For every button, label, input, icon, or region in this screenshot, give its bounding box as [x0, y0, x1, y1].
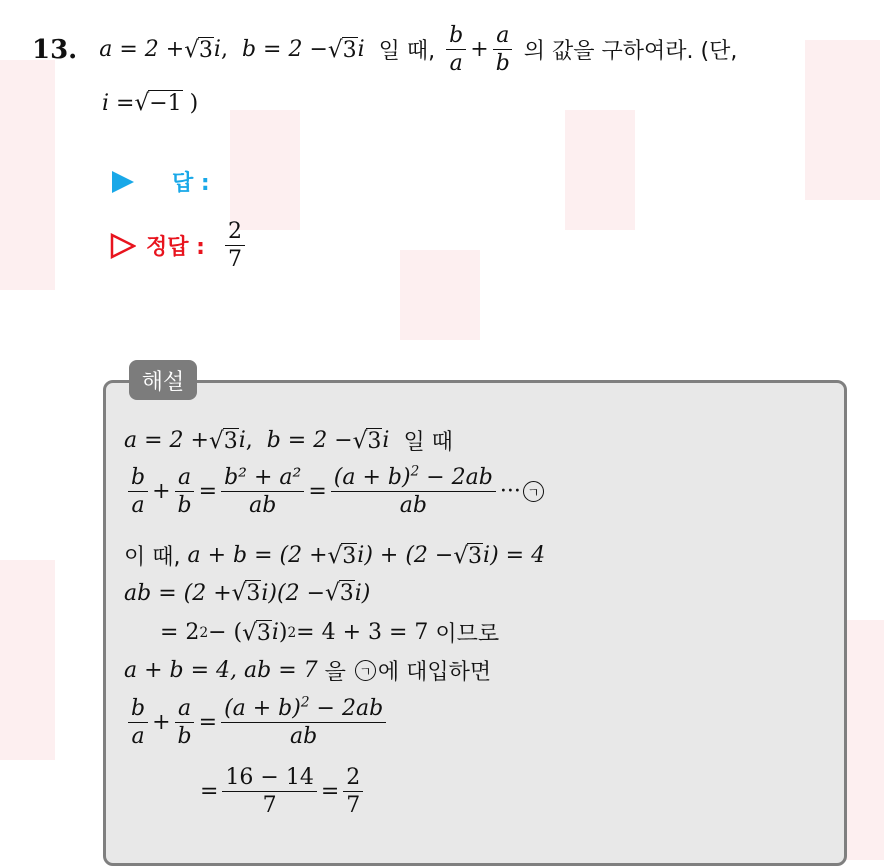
circled-label: ㄱ [355, 660, 376, 681]
watermark-block [0, 60, 55, 290]
a-definition: a = 2 + [99, 37, 185, 63]
question-text: 의 값을 구하여라. (단, [523, 39, 738, 65]
correct-answer-row [110, 220, 249, 271]
solution-line-5: = 2 2 − ( √ 3 i ) 2 = 4 + 3 = 7 이므로 [160, 619, 500, 647]
final-fraction: $\frac{2}{7}$ [343, 766, 363, 817]
solution-line-6: a + b = 4, ab = 7 을 ㄱ 에 대입하면 [124, 658, 492, 685]
solution-line-8: = $\frac{16 - 14}{7}$ = $\frac{2}{7}$ [200, 766, 367, 817]
sqrt-three: √ 3 [184, 36, 213, 63]
filled-triangle-icon [110, 169, 136, 195]
sqrt-three: √ 3 [327, 36, 357, 63]
fraction-b2-plus-a2: $\frac{\text{b² + a²}}{ab}$ [221, 466, 304, 517]
fraction-b-over-a: $\frac{b}{a}$ [446, 24, 466, 75]
question-number: 13. [32, 34, 78, 65]
problem-line-2: i = √ −1 ) [102, 90, 199, 116]
fraction-16-minus-14: $\frac{16 - 14}{7}$ [222, 766, 316, 817]
problem-line-1: 13. a = 2 + √ 3 i , b = 2 − √ 3 i 일 때, $\frac{b}{a}$ + $\frac{a}{b}$ 의 값을 구하여라. (단, [32, 23, 738, 77]
watermark-block [400, 250, 480, 340]
correct-answer-label: 정답 : [146, 235, 205, 261]
solution-line-4: ab = (2 + √ 3 i )(2 − √ 3 i ) [124, 580, 371, 606]
solution-line-2: $\frac{b}{a}$ + $\frac{a}{b}$ = $\frac{\text{b² + a²}}{ab}$ = $\frac{(a + b)^2 - 2ab}{ab}$ ··· ㄱ [124, 466, 546, 517]
circled-label: ㄱ [523, 481, 544, 502]
correct-answer-value: $\frac{2}{7}$ [225, 220, 245, 271]
watermark-block [0, 560, 55, 760]
b-definition: b = 2 − [241, 37, 328, 63]
fraction-sum-squared: $\frac{(a + b)^2 - 2ab}{ab}$ [331, 466, 496, 517]
fraction-a-over-b: $\frac{a}{b}$ [493, 24, 513, 75]
solution-tag: 해설 [129, 360, 197, 400]
solution-line-3: 이 때, a + b = (2 + √ 3 i ) + (2 − √ 3 i ) = 4 [124, 542, 546, 570]
watermark-block [845, 620, 884, 860]
solution-line-1: a = 2 + √ 3 i , b = 2 − √ 3 i 일 때 [124, 427, 453, 455]
answer-label: 답 : [172, 171, 210, 196]
sqrt-minus-one: √ −1 [134, 90, 182, 116]
watermark-block [805, 40, 880, 200]
solution-line-7: $\frac{b}{a}$ + $\frac{a}{b}$ = $\frac{(a + b)^2 - 2ab}{ab}$ [124, 697, 390, 748]
answer-blank-row [110, 166, 210, 197]
outline-triangle-icon [110, 233, 136, 259]
watermark-block [565, 110, 635, 230]
watermark-block [230, 110, 300, 230]
